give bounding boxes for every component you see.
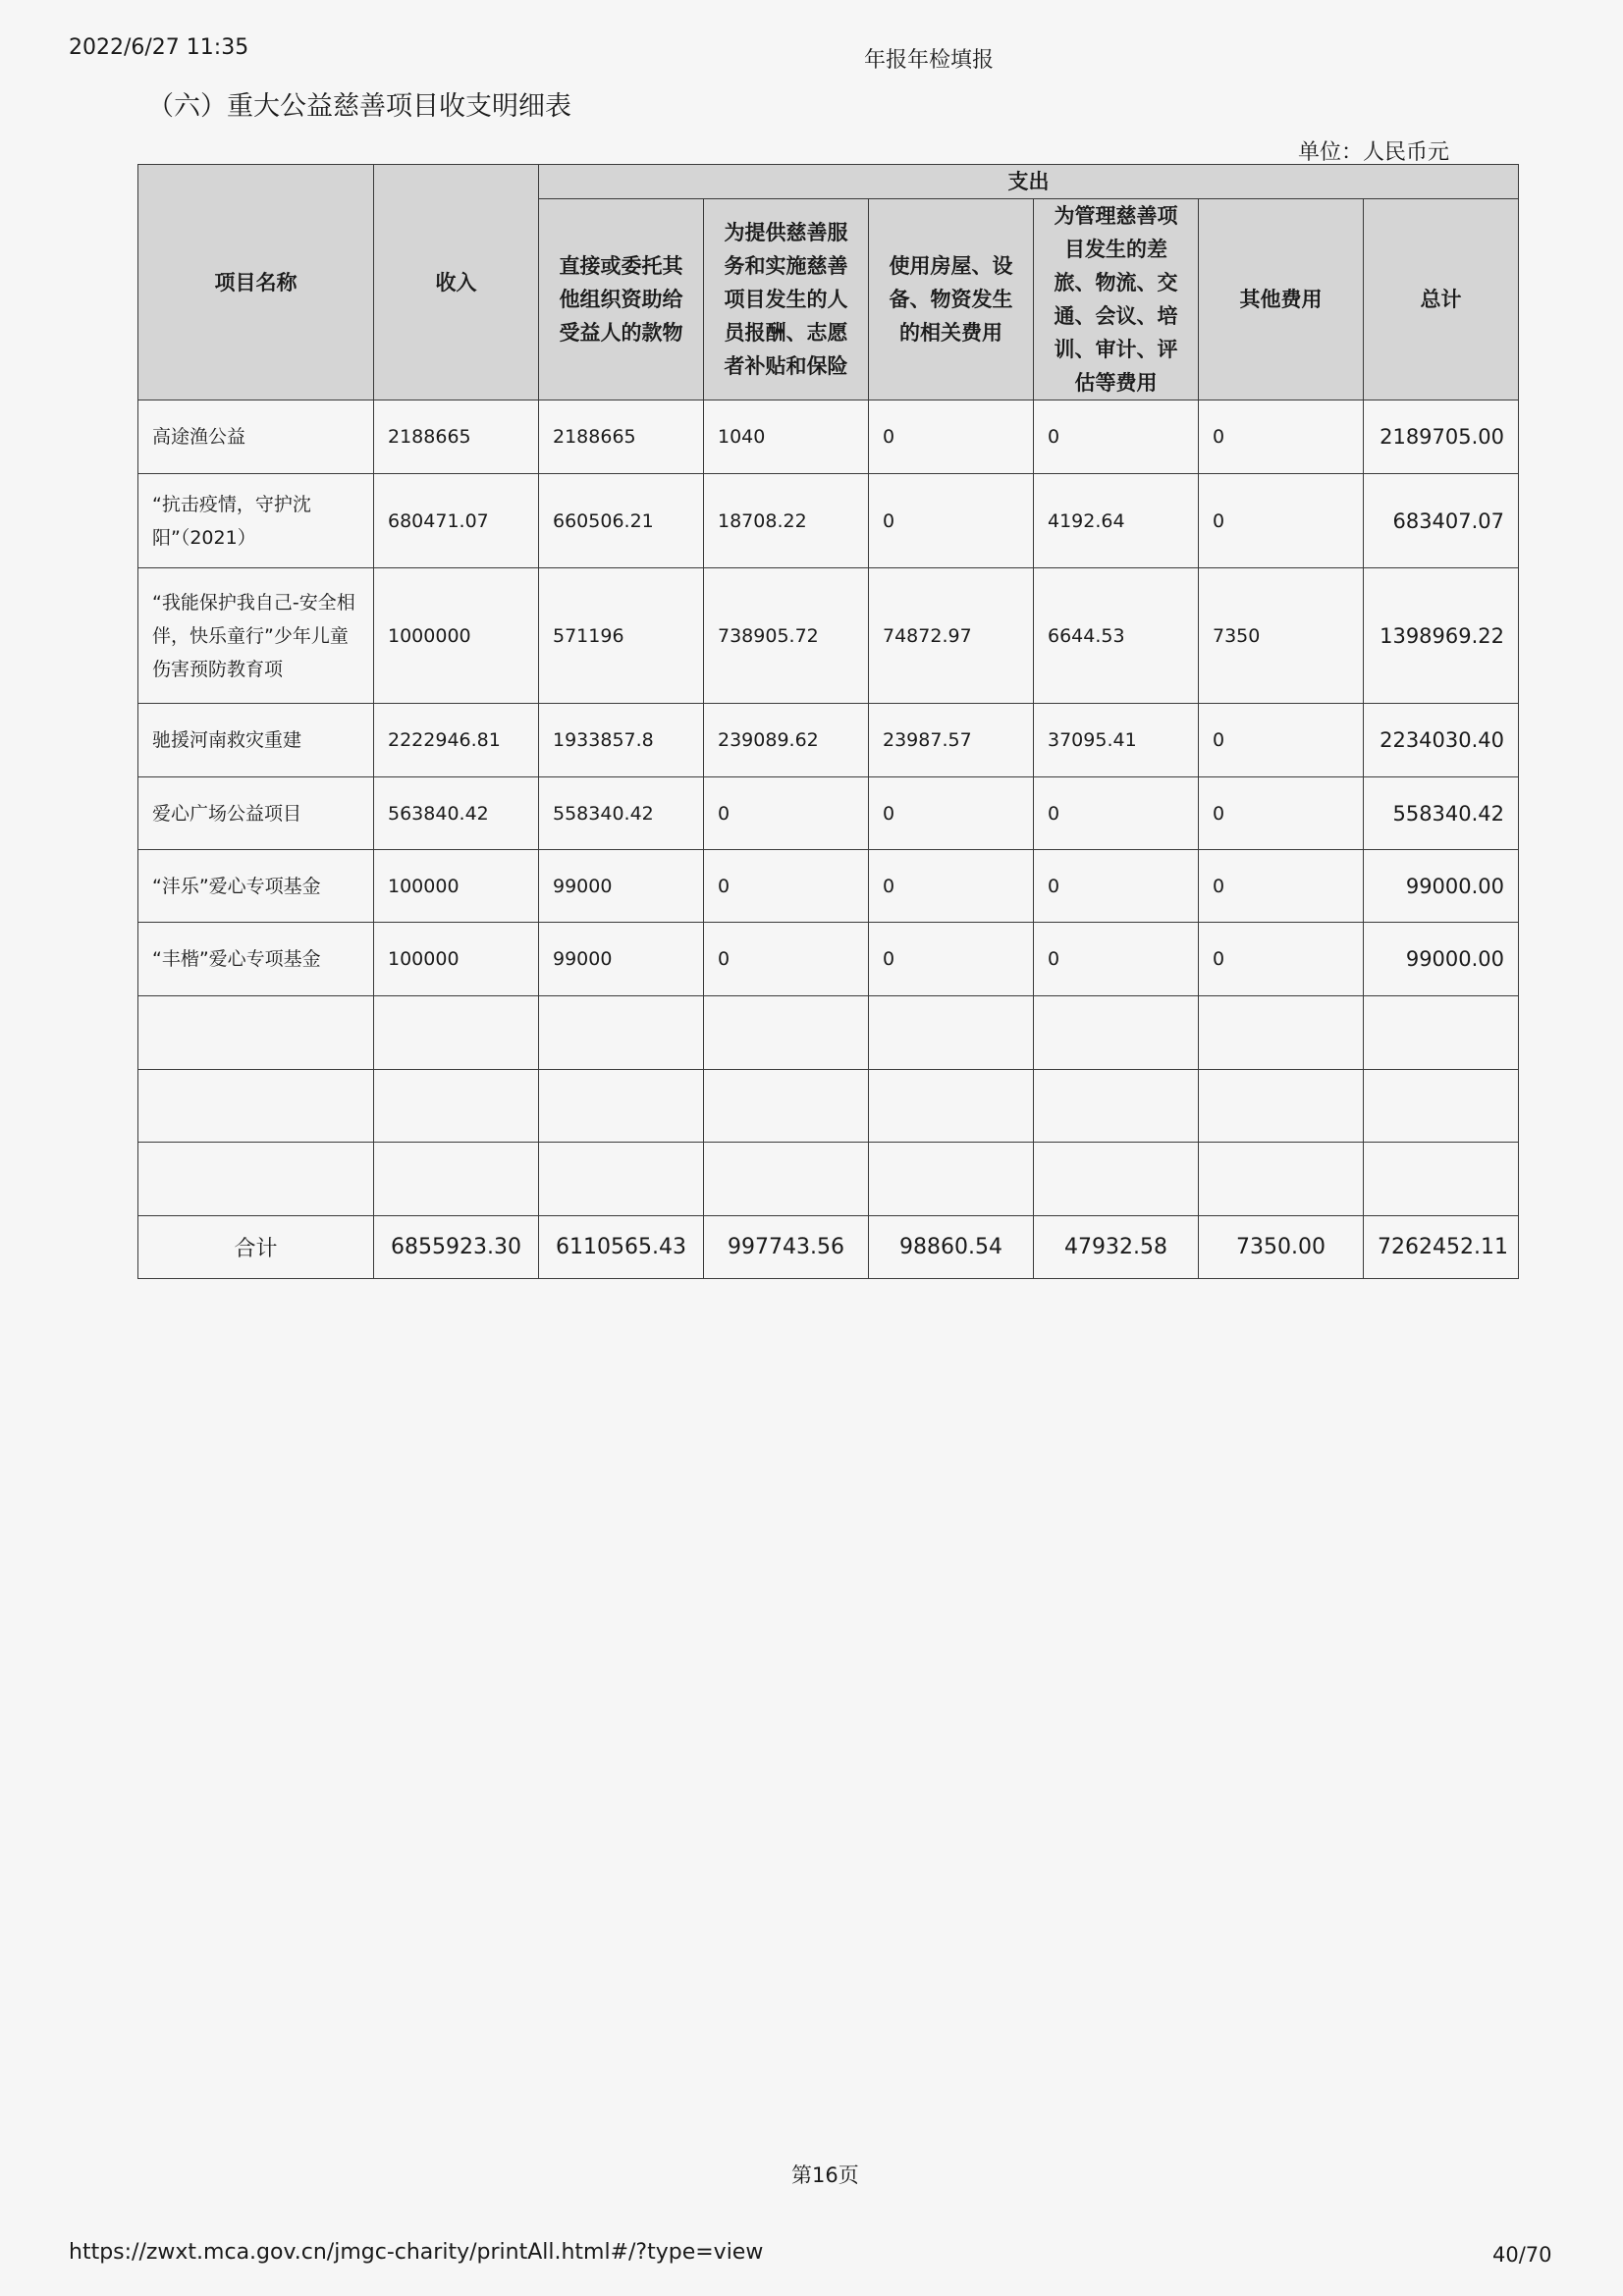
summary-facility: 98860.54 xyxy=(869,1216,1034,1279)
page-number: 第16页 xyxy=(791,2163,859,2187)
row-other: 0 xyxy=(1199,474,1364,568)
empty-row xyxy=(138,996,1519,1070)
row-management: 37095.41 xyxy=(1034,704,1199,777)
row-facility: 0 xyxy=(869,923,1034,996)
summary-total: 7262452.11 xyxy=(1364,1216,1519,1279)
row-total: 99000.00 xyxy=(1364,850,1519,923)
row-name: “丰楷”爱心专项基金 xyxy=(138,923,374,996)
col-project-name: 项目名称 xyxy=(138,165,374,400)
row-personnel: 18708.22 xyxy=(704,474,869,568)
summary-management: 47932.58 xyxy=(1034,1216,1199,1279)
row-personnel: 239089.62 xyxy=(704,704,869,777)
row-direct: 2188665 xyxy=(539,400,704,474)
table-row xyxy=(138,923,1519,996)
row-name: “我能保护我自己-安全相伴，快乐童行”少年儿童伤害预防教育项 xyxy=(138,568,374,704)
row-income: 2188665 xyxy=(374,400,539,474)
row-direct: 1933857.8 xyxy=(539,704,704,777)
table-row xyxy=(138,568,1519,704)
project-expense-table xyxy=(137,164,1519,1279)
row-facility: 74872.97 xyxy=(869,568,1034,704)
col-direct-aid: 直接或委托其他组织资助给受益人的款物 xyxy=(539,199,704,400)
row-direct: 558340.42 xyxy=(539,777,704,850)
row-personnel: 0 xyxy=(704,923,869,996)
row-direct: 571196 xyxy=(539,568,704,704)
row-name: 爱心广场公益项目 xyxy=(138,777,374,850)
row-income: 680471.07 xyxy=(374,474,539,568)
col-income: 收入 xyxy=(374,165,539,400)
row-personnel: 0 xyxy=(704,777,869,850)
col-facility: 使用房屋、设备、物资发生的相关费用 xyxy=(869,199,1034,400)
summary-label: 合计 xyxy=(138,1216,374,1279)
col-other: 其他费用 xyxy=(1199,199,1364,400)
row-name: “沣乐”爱心专项基金 xyxy=(138,850,374,923)
row-facility: 0 xyxy=(869,474,1034,568)
row-direct: 660506.21 xyxy=(539,474,704,568)
row-management: 0 xyxy=(1034,923,1199,996)
row-total: 2189705.00 xyxy=(1364,400,1519,474)
row-name: 高途渔公益 xyxy=(138,400,374,474)
summary-personnel: 997743.56 xyxy=(704,1216,869,1279)
row-facility: 0 xyxy=(869,777,1034,850)
summary-row xyxy=(138,1216,1519,1279)
row-personnel: 738905.72 xyxy=(704,568,869,704)
row-personnel: 1040 xyxy=(704,400,869,474)
table-row xyxy=(138,850,1519,923)
empty-row xyxy=(138,1143,1519,1216)
summary-income: 6855923.30 xyxy=(374,1216,539,1279)
row-facility: 23987.57 xyxy=(869,704,1034,777)
row-income: 100000 xyxy=(374,923,539,996)
row-total: 99000.00 xyxy=(1364,923,1519,996)
row-other: 7350 xyxy=(1199,568,1364,704)
row-direct: 99000 xyxy=(539,850,704,923)
row-other: 0 xyxy=(1199,400,1364,474)
section-title: （六）重大公益慈善项目收支明细表 xyxy=(147,91,571,122)
row-facility: 0 xyxy=(869,400,1034,474)
print-timestamp: 2022/6/27 11:35 xyxy=(69,35,249,60)
row-name: 驰援河南救灾重建 xyxy=(138,704,374,777)
table-row xyxy=(138,777,1519,850)
summary-direct: 6110565.43 xyxy=(539,1216,704,1279)
row-income: 100000 xyxy=(374,850,539,923)
row-other: 0 xyxy=(1199,777,1364,850)
col-management: 为管理慈善项目发生的差旅、物流、交通、会议、培训、审计、评估等费用 xyxy=(1034,199,1199,400)
row-income: 1000000 xyxy=(374,568,539,704)
table-row xyxy=(138,704,1519,777)
row-management: 0 xyxy=(1034,777,1199,850)
row-total: 2234030.40 xyxy=(1364,704,1519,777)
row-name: “抗击疫情，守护沈阳”（2021） xyxy=(138,474,374,568)
footer-page-count: 40/70 xyxy=(1492,2243,1552,2267)
col-expense-group: 支出 xyxy=(539,165,1519,199)
row-direct: 99000 xyxy=(539,923,704,996)
unit-label: 单位：人民币元 xyxy=(1298,140,1450,165)
row-personnel: 0 xyxy=(704,850,869,923)
row-other: 0 xyxy=(1199,850,1364,923)
table-row xyxy=(138,400,1519,474)
row-total: 1398969.22 xyxy=(1364,568,1519,704)
row-management: 4192.64 xyxy=(1034,474,1199,568)
page-header-title: 年报年检填报 xyxy=(864,48,995,73)
row-management: 0 xyxy=(1034,850,1199,923)
row-income: 563840.42 xyxy=(374,777,539,850)
row-income: 2222946.81 xyxy=(374,704,539,777)
table-row xyxy=(138,474,1519,568)
row-facility: 0 xyxy=(869,850,1034,923)
summary-other: 7350.00 xyxy=(1199,1216,1364,1279)
row-total: 558340.42 xyxy=(1364,777,1519,850)
row-management: 6644.53 xyxy=(1034,568,1199,704)
row-management: 0 xyxy=(1034,400,1199,474)
col-total: 总计 xyxy=(1364,199,1519,400)
row-other: 0 xyxy=(1199,704,1364,777)
row-other: 0 xyxy=(1199,923,1364,996)
col-personnel: 为提供慈善服务和实施慈善项目发生的人员报酬、志愿者补贴和保险 xyxy=(704,199,869,400)
row-total: 683407.07 xyxy=(1364,474,1519,568)
empty-row xyxy=(138,1070,1519,1143)
footer-url: https://zwxt.mca.gov.cn/jmgc-charity/printAll.html#/?type=view xyxy=(69,2240,764,2265)
